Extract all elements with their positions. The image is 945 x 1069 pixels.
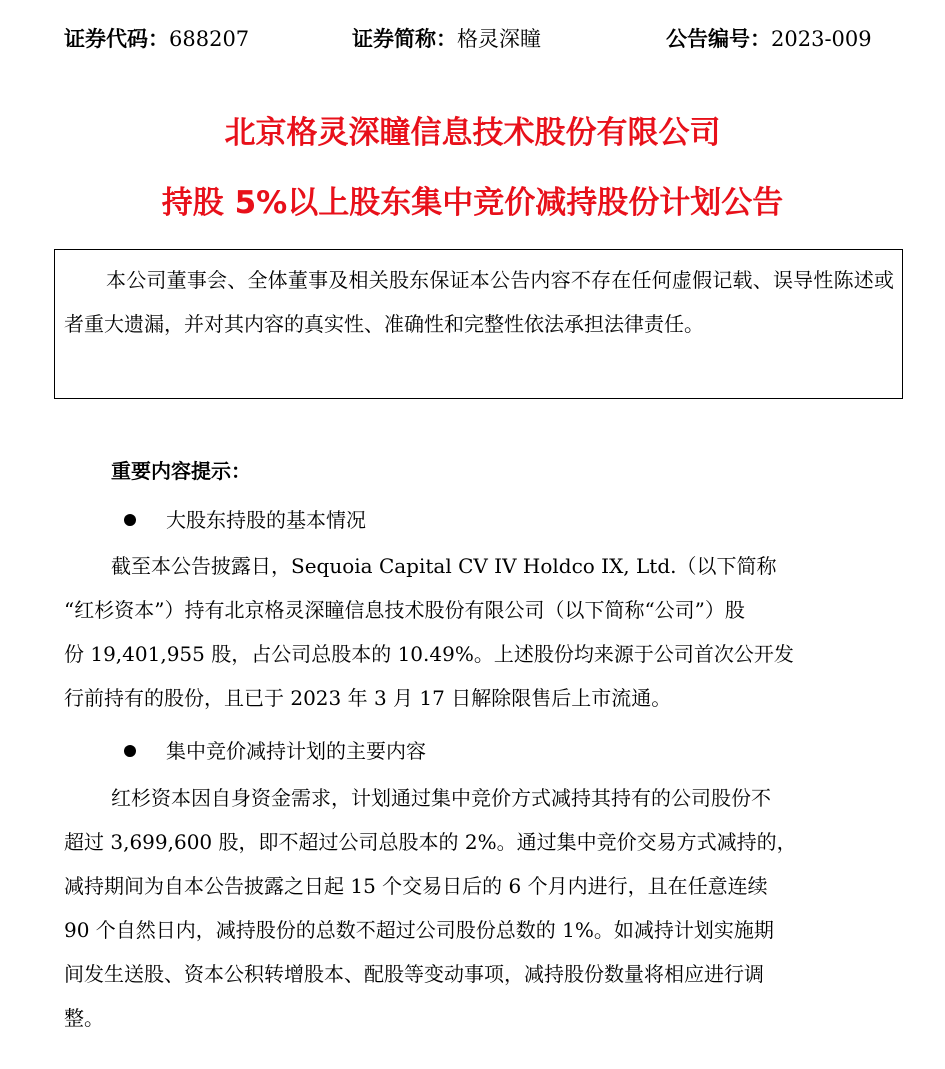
stock-code-value: 688207 (169, 27, 250, 51)
paragraph-line: 截至本公告披露日，Sequoia Capital CV IV Holdco IX, Ltd.（以下简称 (111, 554, 777, 578)
paragraph-line: 间发生送股、资本公积转增股本、配股等变动事项，减持股份数量将相应进行调 (64, 962, 764, 986)
company-title: 北京格灵深瞳信息技术股份有限公司 (224, 115, 721, 151)
paragraph-line: 超过 3,699,600 股，即不超过公司总股本的 2%。通过集中竞价交易方式减持的， (64, 830, 797, 854)
announcement-header (0, 22, 945, 56)
bullet-dot-icon (124, 514, 136, 526)
disclaimer-box (54, 249, 903, 399)
bullet-text: 集中竞价减持计划的主要内容 (166, 739, 426, 763)
paragraph-line: 整。 (64, 1006, 104, 1030)
announcement-title: 持股 5%以上股东集中竞价减持股份计划公告 (161, 185, 784, 221)
reduction-plan-paragraph (64, 776, 893, 1040)
announcement-number (666, 22, 872, 56)
stock-short-name-value: 格灵深瞳 (457, 27, 541, 51)
disclaimer-text: 本公司董事会、全体董事及相关股东保证本公告内容不存在任何虚假记载、误导性陈述或者重大遗漏，并对其内容的真实性、准确性和完整性依法承担法律责任。 (64, 268, 894, 336)
paragraph-line: 份 19,401,955 股，占公司总股本的 10.49%。上述股份均来源于公司首次公开发 (64, 642, 794, 666)
highlights-heading: 重要内容提示： (111, 459, 251, 483)
stock-code-label: 证券代码： (64, 27, 169, 51)
shareholding-paragraph (64, 544, 893, 720)
paragraph-line: 行前持有的股份，且已于 2023 年 3 月 17 日解除限售后上市流通。 (64, 686, 672, 710)
paragraph-line: 红杉资本因自身资金需求，计划通过集中竞价方式减持其持有的公司股份不 (111, 786, 771, 810)
bullet-text: 大股东持股的基本情况 (166, 508, 366, 532)
stock-short-name (352, 22, 541, 56)
announcement-number-value: 2023-009 (771, 27, 872, 51)
announcement-number-label: 公告编号： (666, 27, 771, 51)
stock-code (64, 22, 249, 56)
bullet-dot-icon (124, 745, 136, 757)
stock-short-name-label: 证券简称： (352, 27, 457, 51)
paragraph-line: 90 个自然日内，减持股份的总数不超过公司股份总数的 1%。如减持计划实施期 (64, 918, 774, 942)
paragraph-line: “红杉资本”）持有北京格灵深瞳信息技术股份有限公司（以下简称“公司”）股 (64, 598, 745, 622)
paragraph-line: 减持期间为自本公告披露之日起 15 个交易日后的 6 个月内进行，且在任意连续 (64, 874, 768, 898)
